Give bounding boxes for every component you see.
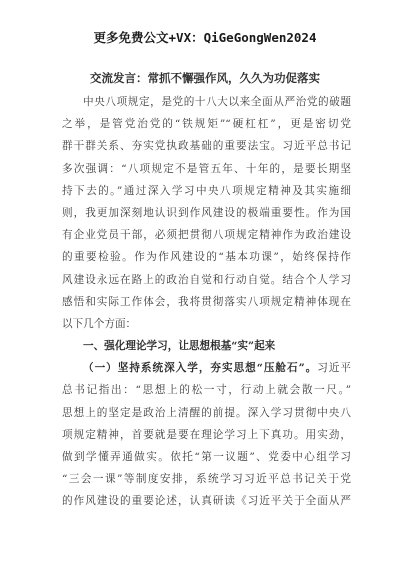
paragraph-line: “三会一课”等制度安排，系统学习习近平总书记关于党 <box>62 473 351 486</box>
document-title: 交流发言：常抓不懈强作风，久久为功促落实 <box>90 71 320 85</box>
paragraph-line: 中央八项规定，是党的十八大以来全面从严治党的破题 <box>83 96 351 108</box>
watermark-header: 更多免费公文+VX：QiGeGongWen2024 <box>93 30 317 45</box>
paragraph-line: 有企业党员干部，必须把贯彻八项规定精神作为政治建设 <box>62 229 351 242</box>
paragraph-line: 做到学懂弄通做实。依托“第一议题”、党委中心组学习 <box>62 451 351 463</box>
paragraph-line: 思想上的坚定是政治上清醒的前提。深入学习贯彻中央八 <box>62 406 351 419</box>
paragraph-line: 则，我更加深刻地认识到作风建设的极端重要性。作为国 <box>62 206 351 219</box>
paragraph-line: 项规定精神，首要就是要在理论学习上下真功。用实劲， <box>62 428 351 441</box>
paragraph-line: 群干群关系、夯实党执政基础的重要法宝。习近平总书记 <box>62 140 351 153</box>
subsection-heading: （一）坚持系统深入学，夯实思想“压舱石”。 <box>83 362 318 375</box>
paragraph-line: 以下几个方面： <box>62 317 137 330</box>
paragraph-line: 的作风建设的重要论述，认真研读《习近平关于全面从严 <box>62 495 351 508</box>
paragraph-text: 习近平 <box>317 362 351 375</box>
paragraph-line: 感悟和实际工作体会，我将贯彻落实八项规定精神体现在 <box>62 295 351 308</box>
subsection-lead-line <box>62 357 351 379</box>
section-heading: 一、强化理论学习，让思想根基“实”起来 <box>83 340 276 353</box>
paragraph-line: 多次强调：“八项规定不是管五年、十年的，是要长期坚 <box>62 162 351 175</box>
document-body <box>62 91 351 513</box>
paragraph-line: 之举，是管党治党的“铁规矩”“硬杠杠”，更是密切党 <box>62 118 351 131</box>
paragraph-line: 总书记指出：“思想上的松一寸，行动上就会散一尺。” <box>62 384 351 397</box>
paragraph-line: 风建设永远在路上的政治自觉和行动自觉。结合个人学习 <box>62 273 351 286</box>
paragraph-line: 的重要检验。作为作风建设的“基本功课”，始终保持作 <box>62 251 351 264</box>
paragraph-line: 持下去的。”通过深入学习中央八项规定精神及其实施细 <box>62 184 351 197</box>
